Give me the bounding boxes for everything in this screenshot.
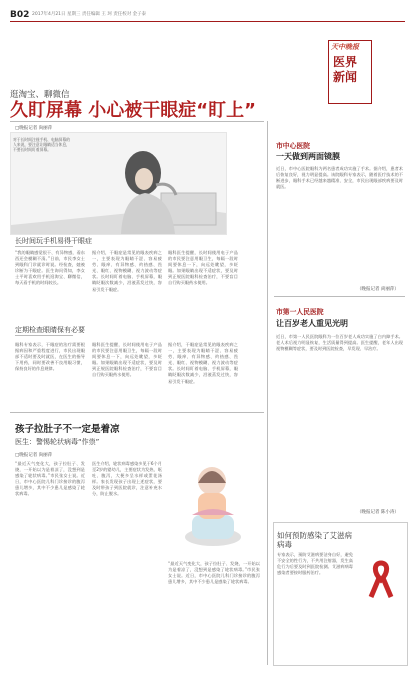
subhead-2: 定期检查眼睛保有必要 — [15, 326, 85, 334]
second-headline: 孩子拉肚子不一定是着凉 — [15, 424, 120, 435]
sidebar-divider — [274, 296, 405, 297]
column-divider — [267, 121, 268, 665]
section-title: 医界新闻 — [333, 55, 358, 84]
sidebar-item-title: 让百岁老人重见光明 — [276, 319, 348, 328]
story-paragraph: 医生介绍，轮状病毒感染多见于6个月至2岁的婴幼儿，主要症状为发热、呕吐、腹泻，大便多呈水样或蛋花汤样。家长发现孩子出现上述症状，要及时带孩子到医院就诊，注意补充水分，防止脱水。 — [92, 461, 162, 497]
subhead-rule — [15, 246, 73, 247]
red-ribbon-icon — [365, 560, 397, 600]
story-paragraph: “最近天气变化大，孩子拉肚子、发烧，一开始以为是着凉了，没想到是感染了轮状病毒。”市民张女士说。近日，市中心医院儿科门诊接诊的腹泻患儿增多，其中不少患儿是感染了轮状病毒。 — [168, 561, 260, 585]
photo-caption: 对于长时间注视手机、电脑屏幕的人来说，要注意让眼睛适当休息，不要长时间盯着屏幕。 — [13, 137, 70, 153]
sidebar-item-title: 一天做到两面镜膜 — [276, 152, 340, 161]
headline-rule — [10, 121, 264, 122]
second-subline: 医生：警惕轮状病毒“作祟” — [15, 438, 100, 446]
section-divider — [10, 412, 264, 413]
subhead-1: 长时间玩手机易得干眼症 — [15, 237, 92, 245]
sidebar-item-byline: （晚报记者 陈小涛） — [357, 510, 399, 515]
story-paragraph: 据介绍，干眼症是常见的眼表疾病之一，主要表现为眼睛干涩、容易疲劳、眼痒、有异物感、灼热感、畏光、眼红、视物模糊、视力波动等症状。长时间盯着电脑、手机屏幕，眼睛眨眼次数减少，泪液蒸发过快，容易引发干眼症。 — [92, 250, 162, 292]
story-paragraph: “我的眼睛感觉很干、有异物感，看东西还会模糊不清。”日前，市民李女士到眼科门诊就诊时说。经检查，她被诊断为干眼症。医生询问得知，李女士平时喜欢用手机逛淘宝、聊微信，每天看手机的时间较长。 — [15, 250, 85, 286]
sidebar-item-org: 市第一人民医院 — [276, 308, 324, 316]
story-paragraph: “最近天气变化大，孩子拉肚子、发烧，一开始以为是着凉了，没想到是感染了轮状病毒。”市民张女士说。近日，市中心医院儿科门诊接诊的腹泻患儿增多，其中不少患儿是感染了轮状病毒。 — [15, 461, 85, 497]
page-number: B02 — [10, 10, 30, 20]
story-paragraph: 眼科医生提醒，长时间使用电子产品的市民要注意用眼卫生，每隔一段时间要休息一下，向远处眺望，多眨眼。如果眼睛出现不适症状，要及时到正规医院眼科检查治疗，不要盲目自行购买眼药水使用。 — [92, 342, 162, 378]
sidebar-item-byline: （晚报记者 尚丽萍） — [357, 287, 399, 292]
sidebar-item-text: 近日，市第一人民医院眼科为一位百岁老人成功实施了白内障手术。老人术后视力明显恢复，生活质量得到提高。医生提醒，老年人出现视物模糊等症状，要及时到医院检查，早发现、早治疗。 — [276, 334, 403, 352]
toddler-toilet-illustration — [168, 455, 258, 555]
hiv-box-text: 专家表示，预防艾滋病要洁身自好，避免不安全的性行为，不共用注射器，发生高危行为后要及时到医院检测。艾滋病病毒感染者要按时服药治疗。 — [277, 552, 353, 576]
second-byline: □晚报记者 尚丽萍 — [15, 453, 53, 458]
issue-info: 2017年4月21日 星期三 责任编辑 王 珂 责任校对 金子泰 — [32, 12, 147, 17]
newspaper-logo: 天中晚报 — [331, 43, 359, 51]
hiv-box-title: 如何预防感染了艾滋病病毒 — [277, 531, 352, 549]
story-paragraph: 据介绍，干眼症是常见的眼表疾病之一，主要表现为眼睛干涩、容易疲劳、眼痒、有异物感、灼热感、畏光、眼红、视物模糊、视力波动等症状。长时间盯着电脑、手机屏幕，眼睛眨眼次数减少，泪液蒸发过快，容易引发干眼症。 — [168, 342, 238, 384]
story-byline: □晚报记者 尚丽萍 — [15, 126, 53, 131]
header-rule — [10, 21, 405, 22]
sidebar-item-org: 市中心医院 — [276, 142, 310, 150]
story-paragraph: 眼科医生提醒，长时间使用电子产品的市民要注意用眼卫生，每隔一段时间要休息一下，向远处眺望，多眨眼。如果眼睛出现不适症状，要及时到正规医院眼科检查治疗，不要盲目自行购买眼药水使用。 — [168, 250, 238, 286]
story-kicker: 逛淘宝、聊微信 — [10, 90, 70, 100]
story-paragraph: 眼科专家表示，干眼症的治疗需要根据病因和严重程度进行，市民出现眼部不适时要及时就医，在医生的指导下用药，同时要改善不良用眼习惯，保持良好的作息规律。 — [15, 342, 85, 372]
subhead-rule — [15, 335, 73, 336]
sidebar-item-text: 近日，市中心医院眼科为两名患者成功实施了手术。据介绍，患者术后恢复良好，视力明显提高。该院眼科专家表示，随着医疗技术的不断进步，眼科手术已经越来越精准、安全，市民出现眼部疾病要及时就医。 — [276, 166, 403, 190]
story-headline: 久盯屏幕 小心被干眼症“盯上” — [10, 100, 256, 121]
